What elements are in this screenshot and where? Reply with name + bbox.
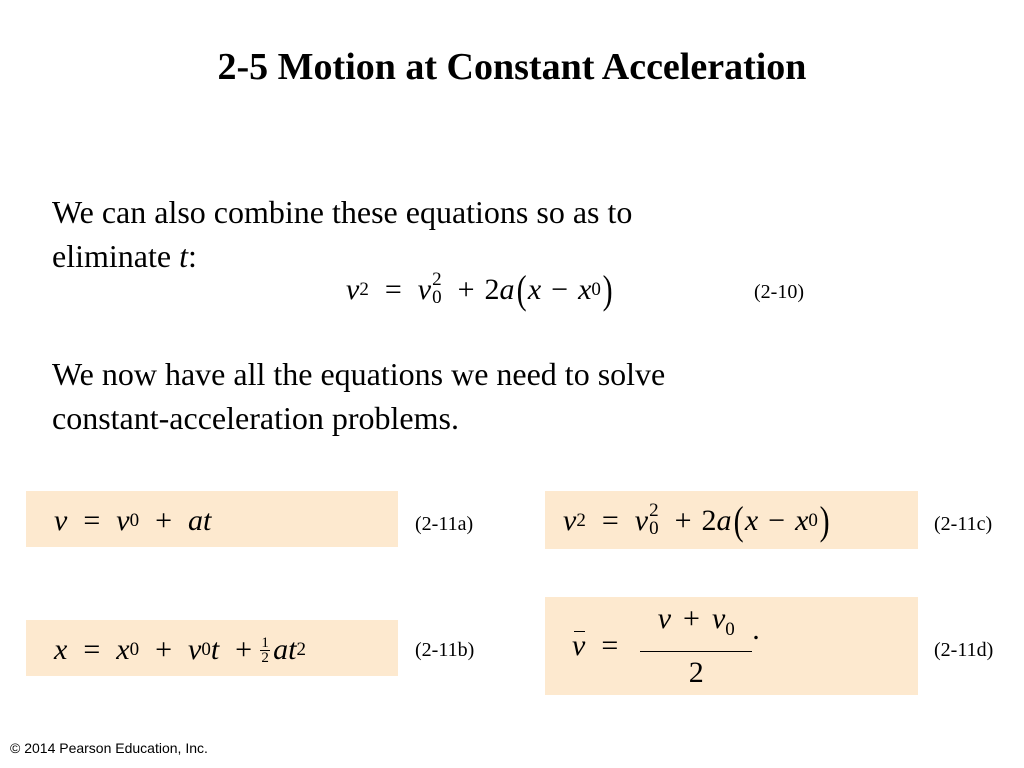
equation-number-2-11d: (2-11d) [934,639,994,661]
slide-title: 2-5 Motion at Constant Acceleration [217,46,807,88]
average-velocity-fraction: $\frac{v + v_0}{2}$ [640,600,752,692]
paragraph-all-equations-line-1: We now have all the equations we need to solve [52,356,666,392]
equation-number-2-11a: (2-11a) [415,513,474,535]
one-half-fraction: $\frac{1}{2}$ [261,634,269,666]
copyright-footer: © 2014 Pearson Education, Inc. [10,740,208,756]
equation-number-2-10: (2-10) [754,281,804,303]
paragraph-combine [52,190,632,278]
equation-2-10: v 2 = v 2 0 + 2 a ( x − x 0 ) [346,267,613,312]
equation-2-11d: v = $\frac{v + v_0}{2}$ . [572,604,760,688]
eliminate-text: eliminate [52,238,180,274]
equation-2-11c: v 2 = v 2 0 + 2 a ( x − x 0 ) [563,498,830,543]
paragraph-all-equations [52,352,665,440]
colon: : [187,238,197,274]
paragraph-all-equations-line-2: constant-acceleration problems. [52,400,459,436]
variable-t: t [179,238,188,274]
equation-2-11b: x = x 0 + v 0 t + $\frac{1}{2}$ at 2 [54,633,306,666]
equation-number-2-11c: (2-11c) [934,513,993,535]
paragraph-combine-line-1: We can also combine these equations so as to [52,194,633,230]
equation-2-11a: v = v 0 + at [54,504,212,537]
equation-number-2-11b: (2-11b) [415,639,475,661]
